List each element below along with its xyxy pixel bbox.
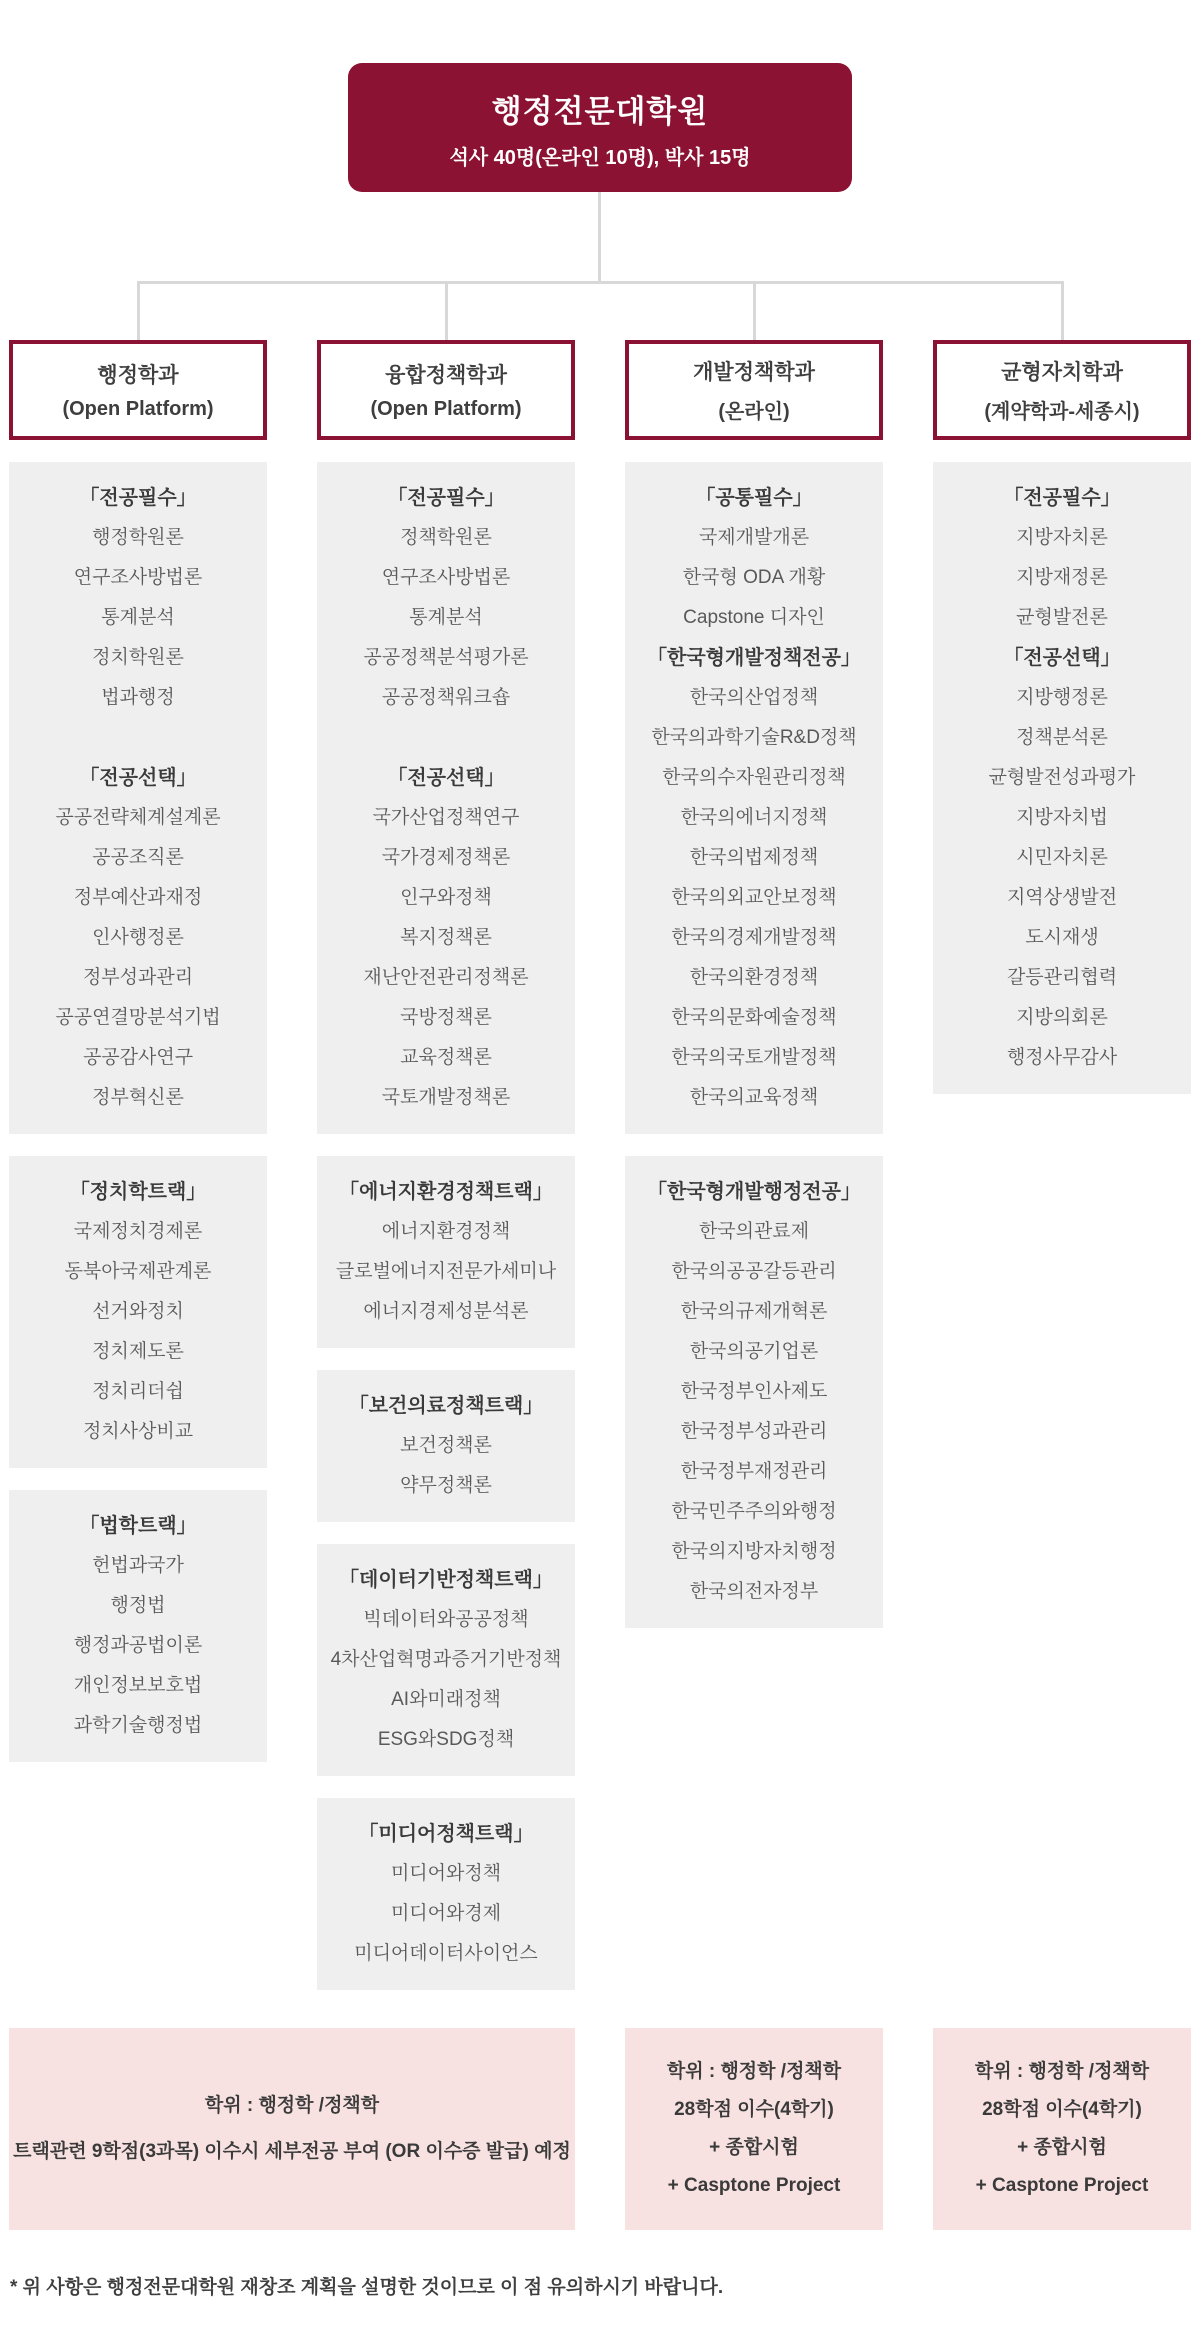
degree-info-line: 학위 : 행정학 /정책학 — [666, 2061, 842, 2082]
course-item: 미디어데이터사이언스 — [354, 1943, 538, 1964]
course-item: 균형발전론 — [1016, 607, 1108, 628]
course-group-box — [9, 462, 267, 1134]
dept-subtitle: (Open Platform) — [62, 398, 214, 420]
dept-title: 행정학과 — [97, 364, 179, 387]
course-item: 보건정책론 — [400, 1435, 492, 1456]
course-item: 한국의에너지정책 — [680, 807, 828, 828]
dept-title: 융합정책학과 — [385, 364, 507, 387]
degree-info-box-2 — [625, 2028, 883, 2230]
course-group-box — [317, 1798, 575, 1990]
course-item: 공공조직론 — [92, 847, 184, 868]
course-item: 정부혁신론 — [92, 1087, 184, 1108]
course-item: 한국의문화예술정책 — [671, 1007, 837, 1028]
course-item: 에너지경제성분석론 — [363, 1301, 529, 1322]
course-item: 지방행정론 — [1016, 687, 1108, 708]
course-item: 지방의회론 — [1016, 1007, 1108, 1028]
course-item: 정치제도론 — [92, 1341, 184, 1362]
course-item: Capstone 디자인 — [683, 607, 825, 628]
course-item: 미디어와정책 — [390, 1863, 502, 1884]
dept-title: 개발정책학과 — [693, 361, 815, 384]
course-item: 한국의규제개혁론 — [680, 1301, 828, 1322]
course-item: 한국의전자정부 — [689, 1581, 819, 1602]
course-item: 연구조사방법론 — [381, 567, 511, 588]
course-item: 통계분석 — [409, 607, 483, 628]
course-item: 선거와정치 — [92, 1301, 184, 1322]
degree-info-line: 트랙관련 9학점(3과목) 이수시 세부전공 부여 (OR 이수증 발급) 예정 — [13, 2141, 571, 2162]
course-item: 한국의산업정책 — [689, 687, 819, 708]
course-section-title: 「전공선택」 — [79, 767, 197, 789]
course-item: AI와미래정책 — [391, 1689, 501, 1710]
course-section-title: 「전공필수」 — [387, 487, 505, 509]
course-item: 미디어와경제 — [390, 1903, 502, 1924]
course-item: 한국민주주의와행정 — [671, 1501, 837, 1522]
dept-box-2 — [317, 340, 575, 440]
course-group-box — [317, 462, 575, 1134]
course-item: 공공정책분석평가론 — [363, 647, 529, 668]
degree-info-line: + Casptone Project — [975, 2175, 1149, 2196]
course-group-box — [625, 1156, 883, 1628]
degree-info-line: + 종합시험 — [1017, 2137, 1107, 2158]
dept-box-4 — [933, 340, 1191, 440]
dept-box-3 — [625, 340, 883, 440]
connector-horizontal-bar — [137, 281, 1064, 284]
course-item: 한국의과학기술R&D정책 — [651, 727, 857, 748]
course-item: 한국의국토개발정책 — [671, 1047, 837, 1068]
course-group-box — [933, 462, 1191, 1094]
course-section-title: 「전공선택」 — [387, 767, 505, 789]
degree-info-line: 학위 : 행정학 /정책학 — [974, 2061, 1150, 2082]
course-item: 법과행정 — [101, 687, 175, 708]
course-group-box — [317, 1156, 575, 1348]
course-item: 공공정책워크숍 — [381, 687, 511, 708]
course-item: 인구와정책 — [400, 887, 492, 908]
course-item: 정책분석론 — [1016, 727, 1108, 748]
course-list-column-3 — [625, 462, 883, 1650]
course-item: 약무정책론 — [400, 1475, 492, 1496]
course-item: 동북아국제관계론 — [64, 1261, 212, 1282]
school-title: 행정전문대학원 — [491, 93, 709, 129]
degree-info-line: + 종합시험 — [709, 2137, 799, 2158]
course-item: 과학기술행정법 — [73, 1715, 203, 1736]
course-item: 통계분석 — [101, 607, 175, 628]
dept-subtitle: (계약학과-세종시) — [984, 401, 1140, 423]
course-item: 한국의환경정책 — [689, 967, 819, 988]
school-root-node — [348, 63, 852, 192]
connector-drop-3 — [753, 281, 756, 340]
degree-info-line: 학위 : 행정학 /정책학 — [204, 2095, 380, 2116]
course-item: 공공감사연구 — [82, 1047, 194, 1068]
connector-stem — [598, 192, 601, 281]
course-list-column-2 — [317, 462, 575, 2012]
course-item: 행정과공법이론 — [73, 1635, 203, 1656]
course-section-title: 「법학트랙」 — [79, 1515, 197, 1537]
course-item: 한국의외교안보정책 — [671, 887, 837, 908]
course-item: 한국의경제개발정책 — [671, 927, 837, 948]
course-section-title: 「전공필수」 — [1003, 487, 1121, 509]
degree-info-line: 28학점 이수(4학기) — [982, 2099, 1142, 2120]
course-item: 갈등관리협력 — [1006, 967, 1118, 988]
course-item: 복지정책론 — [400, 927, 492, 948]
dept-subtitle: (온라인) — [718, 401, 790, 423]
course-section-title: 「에너지환경정책트랙」 — [339, 1181, 553, 1203]
course-item: 한국정부재정관리 — [680, 1461, 828, 1482]
section-spacer — [321, 718, 571, 758]
degree-info-box-1 — [9, 2028, 575, 2230]
course-section-title: 「전공선택」 — [1003, 647, 1121, 669]
dept-box-1 — [9, 340, 267, 440]
course-item: 정치학원론 — [92, 647, 184, 668]
course-item: 국가산업정책연구 — [372, 807, 520, 828]
course-item: 한국의법제정책 — [689, 847, 819, 868]
course-group-box — [317, 1370, 575, 1522]
course-item: 연구조사방법론 — [73, 567, 203, 588]
course-item: 정부예산과재정 — [73, 887, 203, 908]
course-item: 한국정부성과관리 — [680, 1421, 828, 1442]
course-section-title: 「미디어정책트랙」 — [358, 1823, 534, 1845]
course-section-title: 「정치학트랙」 — [69, 1181, 207, 1203]
course-item: 공공연결망분석기법 — [55, 1007, 221, 1028]
dept-title: 균형자치학과 — [1001, 361, 1123, 384]
degree-info-line: + Casptone Project — [667, 2175, 841, 2196]
course-item: 국제정치경제론 — [73, 1221, 203, 1242]
course-item: 한국의지방자치행정 — [671, 1541, 837, 1562]
connector-drop-1 — [137, 281, 140, 340]
dept-subtitle: (Open Platform) — [370, 398, 522, 420]
course-item: 재난안전관리정책론 — [363, 967, 529, 988]
course-item: 국방정책론 — [400, 1007, 492, 1028]
course-item: 정치리더쉽 — [92, 1381, 184, 1402]
course-item: 한국정부인사제도 — [680, 1381, 828, 1402]
course-item: 국가경제정책론 — [381, 847, 511, 868]
course-item: 에너지환경정책 — [381, 1221, 511, 1242]
degree-info-box-3 — [933, 2028, 1191, 2230]
course-item: 교육정책론 — [400, 1047, 492, 1068]
course-item: 한국의수자원관리정책 — [662, 767, 846, 788]
course-section-title: 「한국형개발정책전공」 — [647, 647, 861, 669]
footnote: * 위 사항은 행정전문대학원 재창조 계획을 설명한 것이므로 이 점 유의하시기 바랍니다. — [10, 2277, 724, 2298]
course-item: 4차산업혁명과증거기반정책 — [330, 1649, 562, 1670]
course-section-title: 「한국형개발행정전공」 — [647, 1181, 861, 1203]
course-item: 지방자치법 — [1016, 807, 1108, 828]
course-section-title: 「전공필수」 — [79, 487, 197, 509]
connector-drop-4 — [1061, 281, 1064, 340]
course-item: 국토개발정책론 — [381, 1087, 511, 1108]
course-item: 인사행정론 — [92, 927, 184, 948]
course-item: 균형발전성과평가 — [988, 767, 1136, 788]
course-item: 헌법과국가 — [92, 1555, 184, 1576]
course-group-box — [317, 1544, 575, 1776]
course-group-box — [9, 1156, 267, 1468]
course-section-title: 「보건의료정책트랙」 — [348, 1395, 544, 1417]
connector-drop-2 — [445, 281, 448, 340]
course-item: 한국형 ODA 개황 — [682, 567, 826, 588]
course-item: ESG와SDG정책 — [377, 1729, 515, 1750]
course-item: 한국의교육정책 — [689, 1087, 819, 1108]
course-item: 행정학원론 — [92, 527, 184, 548]
course-item: 빅데이터와공공정책 — [363, 1609, 529, 1630]
course-item: 시민자치론 — [1016, 847, 1108, 868]
course-item: 한국의공기업론 — [689, 1341, 819, 1362]
course-item: 지역상생발전 — [1006, 887, 1118, 908]
course-item: 도시재생 — [1025, 927, 1099, 948]
course-item: 공공전략체계설계론 — [55, 807, 221, 828]
course-section-title: 「공통필수」 — [695, 487, 813, 509]
section-spacer — [13, 718, 263, 758]
course-list-column-1 — [9, 462, 267, 1784]
course-item: 행정법 — [110, 1595, 166, 1616]
school-quota: 석사 40명(온라인 10명), 박사 15명 — [449, 146, 751, 169]
degree-info-line: 28학점 이수(4학기) — [674, 2099, 834, 2120]
course-item: 한국의관료제 — [698, 1221, 810, 1242]
course-item: 개인정보보호법 — [73, 1675, 203, 1696]
course-item: 국제개발개론 — [698, 527, 810, 548]
course-group-box — [9, 1490, 267, 1762]
course-item: 한국의공공갈등관리 — [671, 1261, 837, 1282]
course-group-box — [625, 462, 883, 1134]
course-item: 정부성과관리 — [82, 967, 194, 988]
course-item: 정치사상비교 — [82, 1421, 194, 1442]
course-item: 지방자치론 — [1016, 527, 1108, 548]
course-item: 정책학원론 — [400, 527, 492, 548]
course-list-column-4 — [933, 462, 1191, 1116]
course-section-title: 「데이터기반정책트랙」 — [339, 1569, 553, 1591]
course-item: 지방재정론 — [1016, 567, 1108, 588]
course-item: 행정사무감사 — [1006, 1047, 1118, 1068]
course-item: 글로벌에너지전문가세미나 — [335, 1261, 557, 1282]
